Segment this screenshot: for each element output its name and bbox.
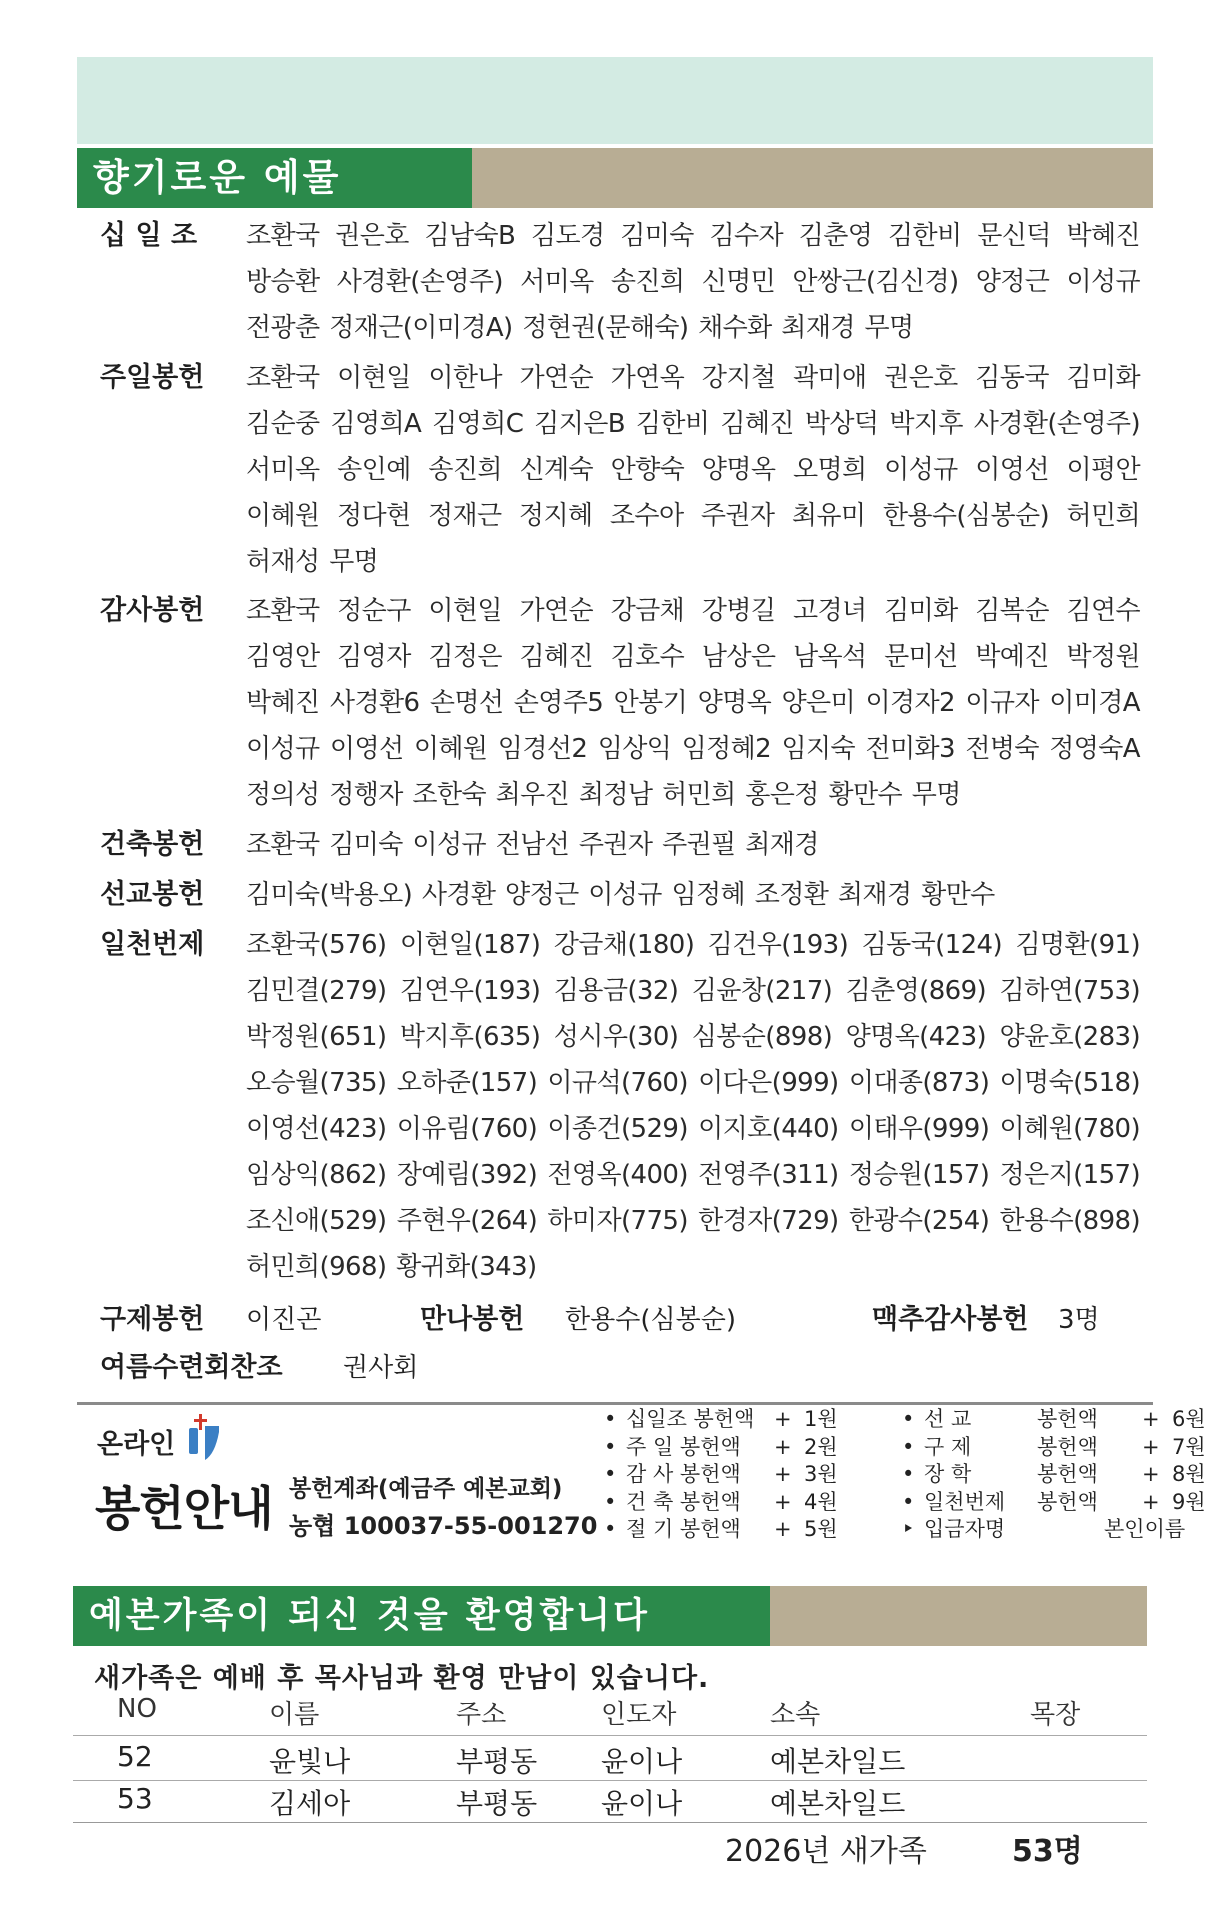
- table-cell: 윤이나: [601, 1745, 683, 1778]
- guide-name: 건 축 봉헌액: [626, 1489, 741, 1514]
- online-offering-guide: [77, 1400, 1206, 1550]
- offering-names: [246, 822, 1140, 868]
- offering-category-label: 선교봉헌: [100, 879, 205, 910]
- guide-name: 주 일 봉헌액: [626, 1434, 741, 1459]
- manna-value: 한용수(심봉순): [565, 1305, 736, 1335]
- table-header-cell: 주소: [456, 1700, 507, 1730]
- offering-name-line: 김민결(279) 김연우(193) 김용금(32) 김윤창(217) 김춘영(869) 김하연(753): [246, 976, 1140, 1006]
- table-rule: [73, 1780, 1147, 1781]
- guide-bullet: •: [604, 1517, 617, 1541]
- guide-code: 8원: [1172, 1462, 1206, 1486]
- guide-code: 3원: [804, 1462, 838, 1486]
- offering-name-line: 이성규 이영선 이혜원 임경선2 임상익 임정혜2 임지숙 전미화3 전병숙 정영숙A: [246, 734, 1140, 764]
- table-cell: 윤이나: [601, 1787, 683, 1820]
- guide-code: 9원: [1172, 1489, 1206, 1514]
- guide-plus: +: [774, 1489, 792, 1514]
- guide-kind: 봉헌액: [1037, 1407, 1098, 1431]
- barley-value: 3명: [1058, 1305, 1100, 1335]
- offerings-title: 향기로운 예물: [77, 148, 472, 208]
- offering-category-label: 감사봉헌: [100, 595, 205, 626]
- guide-item: [604, 1434, 894, 1462]
- guide-bullet: •: [902, 1489, 915, 1514]
- church-logo-icon: [179, 1412, 225, 1462]
- guide-bullet: •: [604, 1407, 617, 1431]
- manna-label: 만나봉헌: [420, 1304, 525, 1335]
- welcome-table-header: [73, 1694, 1147, 1732]
- offering-name-line: 박혜진 사경환6 손명선 손영주5 안봉기 양명옥 양은미 이경자2 이규자 이미경A: [246, 688, 1140, 718]
- offering-name-line: 서미옥 송인예 송진희 신계숙 안향숙 양명옥 오명희 이성규 이영선 이평안: [246, 455, 1140, 485]
- offering-name-line: 조환국 권은호 김남숙B 김도경 김미숙 김수자 김춘영 김한비 문신덕 박혜진: [246, 221, 1140, 251]
- account-holder-prefix: 봉헌계좌(예금주: [289, 1476, 464, 1502]
- table-rule: [73, 1735, 1147, 1736]
- offering-name-line: 김순중 김영희A 김영희C 김지은B 김한비 김혜진 박상덕 박지후 사경환(손영주): [246, 409, 1140, 439]
- offering-name-line: 방승환 사경환(손영주) 서미옥 송진희 신명민 안쌍근(김신경) 양정근 이성규: [246, 267, 1140, 297]
- guide-name: 십일조 봉헌액: [626, 1407, 755, 1431]
- table-cell: 김세아: [269, 1787, 351, 1820]
- table-cell: 예본차일드: [770, 1745, 906, 1778]
- guide-code: 7원: [1172, 1434, 1206, 1459]
- offering-name-line: 임상익(862) 장예림(392) 전영옥(400) 전영주(311) 정승원(157) 정은지(157): [246, 1160, 1140, 1190]
- guide-code: 2원: [804, 1434, 838, 1459]
- offering-names: [246, 355, 1140, 585]
- guide-item: [902, 1489, 1222, 1517]
- guide-item: [902, 1461, 1222, 1489]
- guide-bullet: •: [902, 1434, 915, 1459]
- table-row: [73, 1740, 1147, 1778]
- guide-name: 입금자명: [924, 1517, 1006, 1541]
- guide-bullet: •: [902, 1407, 915, 1431]
- guide-bullet: ‣: [902, 1517, 915, 1541]
- offering-name-line: 김미숙(박용오) 사경환 양정근 이성규 임정혜 조정환 최재경 황만수: [246, 880, 995, 910]
- retreat-row: [100, 1345, 1150, 1391]
- guide-code: 본인이름: [1104, 1517, 1186, 1541]
- table-cell: 53: [117, 1782, 153, 1815]
- misc-offerings-row: [100, 1297, 1150, 1343]
- guide-plus: +: [774, 1434, 792, 1459]
- offering-name-line: 김영안 김영자 김정은 김혜진 김호수 남상은 남옥석 문미선 박예진 박정원: [246, 642, 1140, 672]
- welcome-header-bar: [73, 1586, 1147, 1646]
- guide-kind: 봉헌액: [1037, 1489, 1098, 1514]
- retreat-label: 여름수련회찬조: [100, 1352, 283, 1383]
- guide-name: 절 기 봉헌액: [626, 1517, 741, 1541]
- guide-bullet: •: [604, 1462, 617, 1486]
- guide-item: [604, 1489, 894, 1517]
- new-family-summary-label: 2026년 새가족: [725, 1834, 927, 1869]
- offering-name-line: 조신애(529) 주현우(264) 하미자(775) 한경자(729) 한광수(254) 한용수(898): [246, 1206, 1140, 1236]
- account-holder: [289, 1470, 562, 1503]
- offering-name-line: 조환국 이현일 이한나 가연순 가연옥 강지철 곽미애 권은호 김동국 김미화: [246, 363, 1140, 393]
- offering-names: [246, 588, 1140, 818]
- offering-name-line: 허민희(968) 황귀화(343): [246, 1252, 537, 1282]
- offering-name-line: 조환국 정순구 이현일 가연순 강금채 강병길 고경녀 김미화 김복순 김연수: [246, 596, 1140, 626]
- table-header-cell: 소속: [770, 1700, 821, 1730]
- offering-names: [246, 922, 1140, 1290]
- guide-left-list: [604, 1406, 894, 1544]
- account-number: 농협 100037-55-001270: [289, 1512, 598, 1540]
- guide-code: 5원: [804, 1517, 838, 1541]
- offering-name-line: 박정원(651) 박지후(635) 성시우(30) 심봉순(898) 양명옥(423) 양윤호(283): [246, 1022, 1140, 1052]
- table-header-cell: NO: [117, 1694, 157, 1724]
- online-title: 봉헌안내: [95, 1482, 273, 1537]
- offering-name-line: 오승월(735) 오하준(157) 이규석(760) 이다은(999) 이대종(873) 이명숙(518): [246, 1068, 1140, 1098]
- table-rule: [73, 1822, 1147, 1823]
- offering-category-label: 십 일 조: [100, 220, 198, 251]
- guide-bullet: •: [604, 1434, 617, 1459]
- guide-plus: +: [1142, 1489, 1160, 1514]
- barley-label: 맥추감사봉헌: [872, 1304, 1029, 1335]
- guide-name: 일천번제: [924, 1489, 1006, 1514]
- guide-plus: +: [774, 1407, 792, 1431]
- table-cell: 윤빛나: [269, 1745, 351, 1778]
- guide-name: 감 사 봉헌액: [626, 1462, 741, 1486]
- offering-name-line: 허재성 무명: [246, 547, 379, 577]
- guide-bullet: •: [902, 1462, 915, 1486]
- guide-bullet: •: [604, 1489, 617, 1514]
- guide-plus: +: [774, 1462, 792, 1486]
- offering-name-line: 전광춘 정재근(이미경A) 정현권(문해숙) 채수화 최재경 무명: [246, 313, 914, 343]
- guide-item: [604, 1516, 894, 1544]
- account-holder-name: 예본교회: [463, 1476, 552, 1502]
- offering-name-line: 조환국 김미숙 이성규 전남선 주권자 주권필 최재경: [246, 830, 819, 860]
- table-cell: 예본차일드: [770, 1787, 906, 1820]
- guide-code: 6원: [1172, 1407, 1206, 1431]
- guide-kind: 봉헌액: [1037, 1434, 1098, 1459]
- welcome-note: 새가족은 예배 후 목사님과 환영 만남이 있습니다.: [94, 1663, 710, 1694]
- offering-name-line: 이혜원 정다현 정재근 정지혜 조수아 주권자 최유미 한용수(심봉순) 허민희: [246, 501, 1140, 531]
- top-decor-band: [77, 57, 1153, 144]
- guide-plus: +: [774, 1517, 792, 1541]
- offering-name-line: 정의성 정행자 조한숙 최우진 최정남 허민희 홍은정 황만수 무명: [246, 780, 961, 810]
- guide-kind: 봉헌액: [1037, 1462, 1098, 1486]
- guide-code: 1원: [804, 1407, 838, 1431]
- offering-name-line: 이영선(423) 이유림(760) 이종건(529) 이지호(440) 이태우(999) 이혜원(780): [246, 1114, 1140, 1144]
- guide-item: [604, 1461, 894, 1489]
- retreat-value: 권사회: [343, 1353, 419, 1383]
- offering-category-label: 주일봉헌: [100, 362, 205, 393]
- guide-item: [902, 1434, 1222, 1462]
- offering-category-label: 일천번제: [100, 929, 205, 960]
- offering-category-label: 건축봉헌: [100, 829, 205, 860]
- guide-plus: +: [1142, 1434, 1160, 1459]
- new-family-summary-count: 53명: [1012, 1834, 1083, 1869]
- table-header-cell: 인도자: [601, 1700, 677, 1730]
- guide-item: [604, 1406, 894, 1434]
- offering-names: [246, 872, 1140, 918]
- account-holder-suffix: ): [551, 1476, 563, 1502]
- relief-label: 구제봉헌: [100, 1304, 205, 1335]
- table-cell: 부평동: [456, 1745, 538, 1778]
- guide-plus: +: [1142, 1462, 1160, 1486]
- guide-name: 선 교: [924, 1407, 972, 1431]
- relief-value: 이진곤: [246, 1305, 322, 1335]
- offerings-header-bar: [77, 148, 1153, 208]
- guide-plus: +: [1142, 1407, 1160, 1431]
- offering-name-line: 조환국(576) 이현일(187) 강금채(180) 김건우(193) 김동국(124) 김명환(91): [246, 930, 1140, 960]
- guide-name: 구 제: [924, 1434, 972, 1459]
- welcome-title: 예본가족이 되신 것을 환영합니다: [73, 1586, 770, 1646]
- offering-names: [246, 213, 1140, 351]
- table-row: [73, 1782, 1147, 1820]
- guide-name: 장 학: [924, 1462, 972, 1486]
- guide-code: 4원: [804, 1489, 838, 1514]
- table-header-cell: 목장: [1030, 1700, 1081, 1730]
- guide-item: [902, 1516, 1222, 1544]
- table-cell: 부평동: [456, 1787, 538, 1820]
- table-header-cell: 이름: [269, 1700, 320, 1730]
- guide-right-list: [902, 1406, 1222, 1544]
- table-cell: 52: [117, 1740, 153, 1773]
- guide-item: [902, 1406, 1222, 1434]
- online-label: 온라인: [97, 1429, 176, 1460]
